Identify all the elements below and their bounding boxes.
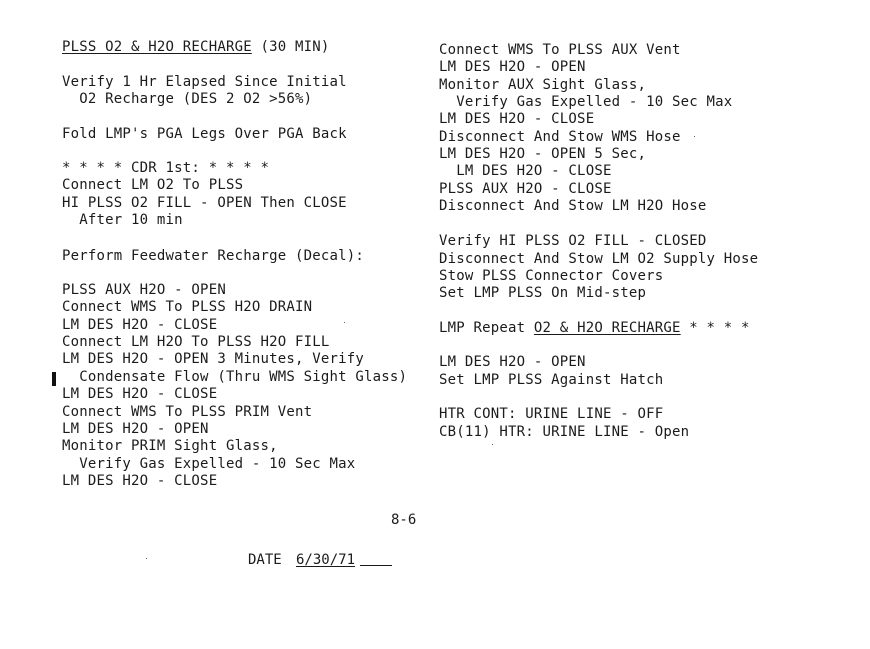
scan-speck	[694, 136, 695, 137]
step-line: Disconnect And Stow LM H2O Hose	[439, 198, 707, 214]
step-line: HTR CONT: URINE LINE - OFF	[439, 406, 664, 422]
step-line: CB(11) HTR: URINE LINE - Open	[439, 424, 690, 440]
step-line: Set LMP PLSS Against Hatch	[439, 372, 664, 388]
step-line: LM DES H2O - CLOSE	[62, 386, 218, 402]
step-line: LM DES H2O - OPEN 5 Sec,	[439, 146, 647, 162]
step-line: Verify HI PLSS O2 FILL - CLOSED	[439, 233, 707, 249]
step-line: LM DES H2O - CLOSE	[439, 163, 612, 179]
section-title	[62, 39, 330, 56]
step-line: Perform Feedwater Recharge (Decal):	[62, 248, 365, 264]
step-line: Verify Gas Expelled - 10 Sec Max	[439, 94, 733, 110]
step-line: PLSS AUX H2O - OPEN	[62, 282, 226, 298]
step-line: LM DES H2O - CLOSE	[439, 111, 595, 127]
step-line: Connect WMS To PLSS AUX Vent	[439, 42, 681, 58]
step-line: Set LMP PLSS On Mid-step	[439, 285, 647, 301]
step-line: Connect WMS To PLSS PRIM Vent	[62, 404, 313, 420]
step-line: Disconnect And Stow LM O2 Supply Hose	[439, 251, 759, 267]
step-line: Monitor PRIM Sight Glass,	[62, 438, 278, 454]
date-label: DATE	[248, 552, 282, 568]
scan-speck	[492, 444, 493, 445]
step-line: HI PLSS O2 FILL - OPEN Then CLOSE	[62, 195, 347, 211]
step-line: Condensate Flow (Thru WMS Sight Glass)	[62, 369, 408, 385]
change-bar	[52, 372, 56, 386]
step-line: PLSS AUX H2O - CLOSE	[439, 181, 612, 197]
section-title-text: PLSS O2 & H2O RECHARGE	[62, 39, 252, 55]
step-line: * * * * CDR 1st: * * * *	[62, 160, 270, 176]
step-line: Verify Gas Expelled - 10 Sec Max	[62, 456, 356, 472]
repeat-instruction	[439, 320, 750, 337]
step-line: LM DES H2O - OPEN	[62, 421, 209, 437]
step-line: O2 Recharge (DES 2 O2 >56%)	[62, 91, 313, 107]
step-line: LM DES H2O - OPEN	[439, 59, 586, 75]
step-line: Connect LM O2 To PLSS	[62, 177, 244, 193]
step-line: LM DES H2O - CLOSE	[62, 317, 218, 333]
repeat-target: O2 & H2O RECHARGE	[533, 320, 681, 336]
step-line: LM DES H2O - CLOSE	[62, 473, 218, 489]
section-duration: (30 MIN)	[251, 39, 330, 55]
step-line: Connect WMS To PLSS H2O DRAIN	[62, 299, 313, 315]
step-line: Disconnect And Stow WMS Hose	[439, 129, 681, 145]
step-line: LM DES H2O - OPEN 3 Minutes, Verify	[62, 351, 365, 367]
step-line: Stow PLSS Connector Covers	[439, 268, 664, 284]
step-line: LM DES H2O - OPEN	[439, 354, 586, 370]
step-line: After 10 min	[62, 212, 183, 228]
date-underline	[360, 565, 392, 566]
step-line: Monitor AUX Sight Glass,	[439, 77, 647, 93]
scan-speck	[146, 558, 147, 559]
repeat-stars: * * * *	[680, 320, 750, 336]
date-value: 6/30/71	[296, 552, 356, 568]
step-line: Verify 1 Hr Elapsed Since Initial	[62, 74, 347, 90]
step-line: Connect LM H2O To PLSS H2O FILL	[62, 334, 330, 350]
scan-speck	[344, 322, 345, 323]
step-line: Fold LMP's PGA Legs Over PGA Back	[62, 126, 347, 142]
page-number: 8-6	[391, 512, 417, 528]
repeat-prefix: LMP Repeat	[439, 320, 534, 336]
